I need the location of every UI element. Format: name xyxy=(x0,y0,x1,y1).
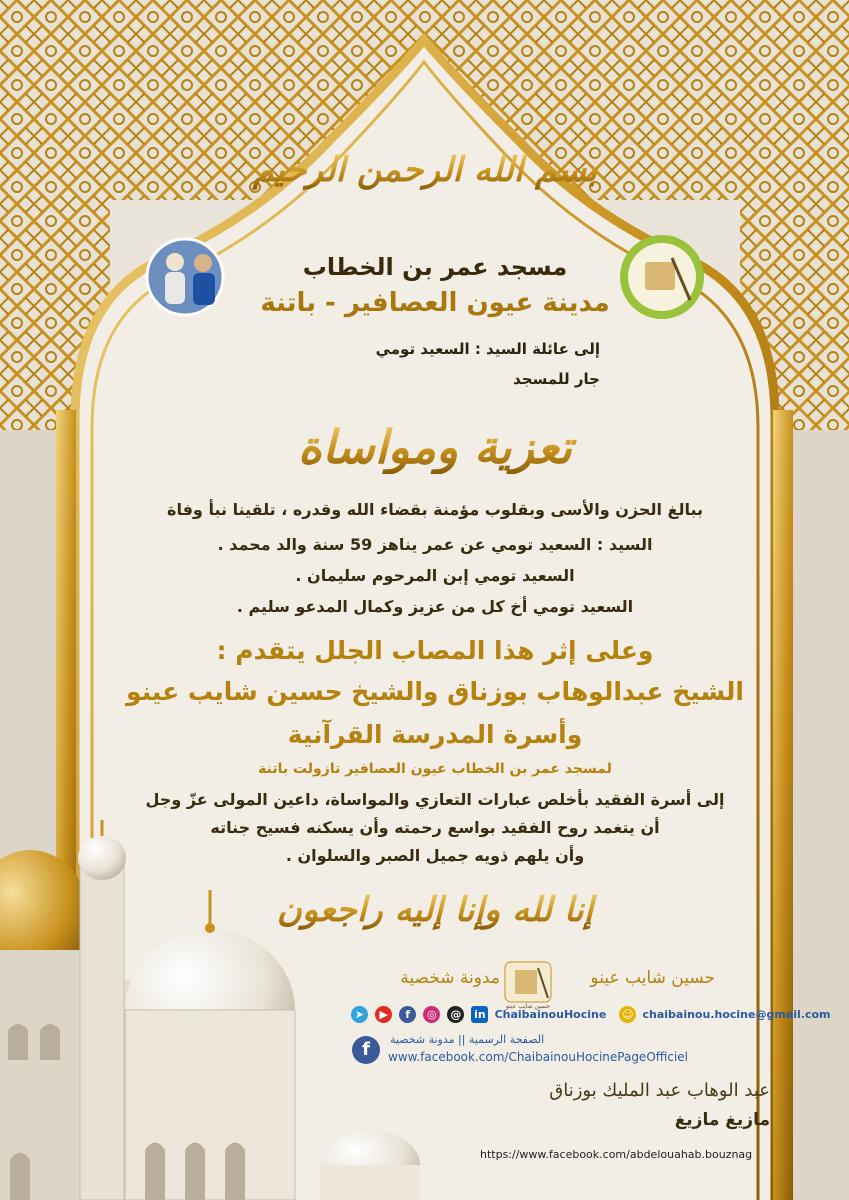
facebook-badge[interactable] xyxy=(352,1036,380,1064)
offer-line-4: لمسجد عمر بن الخطاب عيون العصافير تازولت باتنة xyxy=(258,761,612,777)
facebook-page-url[interactable]: www.facebook.com/ChaibainouHocinePageOfficiel xyxy=(388,1050,689,1064)
linkedin-icon[interactable]: in xyxy=(471,1006,488,1023)
signer-alias: مازيغ مازيغ xyxy=(674,1110,770,1130)
official-page-label: الصفحة الرسمية || مدونة شخصية xyxy=(390,1033,545,1046)
recipient-line-1: إلى عائلة السيد : السعيد تومي xyxy=(375,340,600,358)
verse-calligraphy: إنا لله وإنا إليه راجعون xyxy=(110,890,760,930)
signer-url[interactable]: https://www.facebook.com/abdelouahab.bouznag xyxy=(480,1148,753,1161)
offer-line-2: الشيخ عبدالوهاب بوزناق والشيخ حسين شايب عينو xyxy=(126,677,744,706)
recipient-line-2: جار للمسجد xyxy=(513,370,600,388)
social-icons-row xyxy=(350,1004,831,1024)
basmala-calligraphy: بسم الله الرحمن الرحيم xyxy=(250,150,600,190)
condolence-title: تعزية ومواساة xyxy=(110,420,760,474)
footer-blog-label: مدونة شخصية xyxy=(400,968,500,988)
body-line-1: ببالغ الحزن والأسى وبقلوب مؤمنة بقضاء الله وقدره ، تلقينا نبأ وفاة xyxy=(167,500,703,519)
body-line-3: السعيد تومي إبن المرحوم سليمان . xyxy=(295,566,575,585)
footer-logo xyxy=(505,962,551,1002)
telegram-icon[interactable]: ➤ xyxy=(351,1006,368,1023)
footer-email[interactable]: chaibainou.hocine@gmail.com xyxy=(642,1008,831,1021)
footer-blog-name: حسين شايب عينو xyxy=(590,968,715,988)
signer-name: عبد الوهاب عبد المليك بوزناق xyxy=(549,1080,770,1101)
facebook-badge-icon: f xyxy=(362,1039,370,1060)
email-icon: ☺ xyxy=(619,1006,636,1023)
body-line-4: السعيد تومي أخ كل من عزيز وكمال المدعو سليم . xyxy=(236,597,634,616)
prayer-line-2: أن يتغمد روح الفقيد بواسع رحمته وأن يسكنه فسيح جناته xyxy=(210,818,660,837)
footer-logo-text: حسين شايب عينو xyxy=(506,1003,550,1010)
prayer-line-1: إلى أسرة الفقيد بأخلص عبارات التعازي والمواساة، داعين المولى عزّ وجل xyxy=(145,790,725,809)
offer-line-3: وأسرة المدرسة القرآنية xyxy=(287,720,583,749)
prayer-line-3: وأن يلهم ذويه جميل الصبر والسلوان . xyxy=(285,846,585,865)
offer-line-1: وعلى إثر هذا المصاب الجلل يتقدم : xyxy=(216,636,654,665)
instagram-icon[interactable]: ◎ xyxy=(423,1006,440,1023)
city-name: مدينة عيون العصافير - باتنة xyxy=(260,288,610,318)
youtube-icon[interactable]: ▶ xyxy=(375,1006,392,1023)
footer-handle[interactable]: ChaibainouHocine xyxy=(494,1008,607,1021)
body-line-2: السيد : السعيد تومي عن عمر يناهز 59 سنة والد محمد . xyxy=(217,535,653,554)
threads-icon[interactable]: @ xyxy=(447,1006,464,1023)
facebook-icon[interactable]: f xyxy=(399,1006,416,1023)
mosque-name: مسجد عمر بن الخطاب xyxy=(302,253,568,281)
